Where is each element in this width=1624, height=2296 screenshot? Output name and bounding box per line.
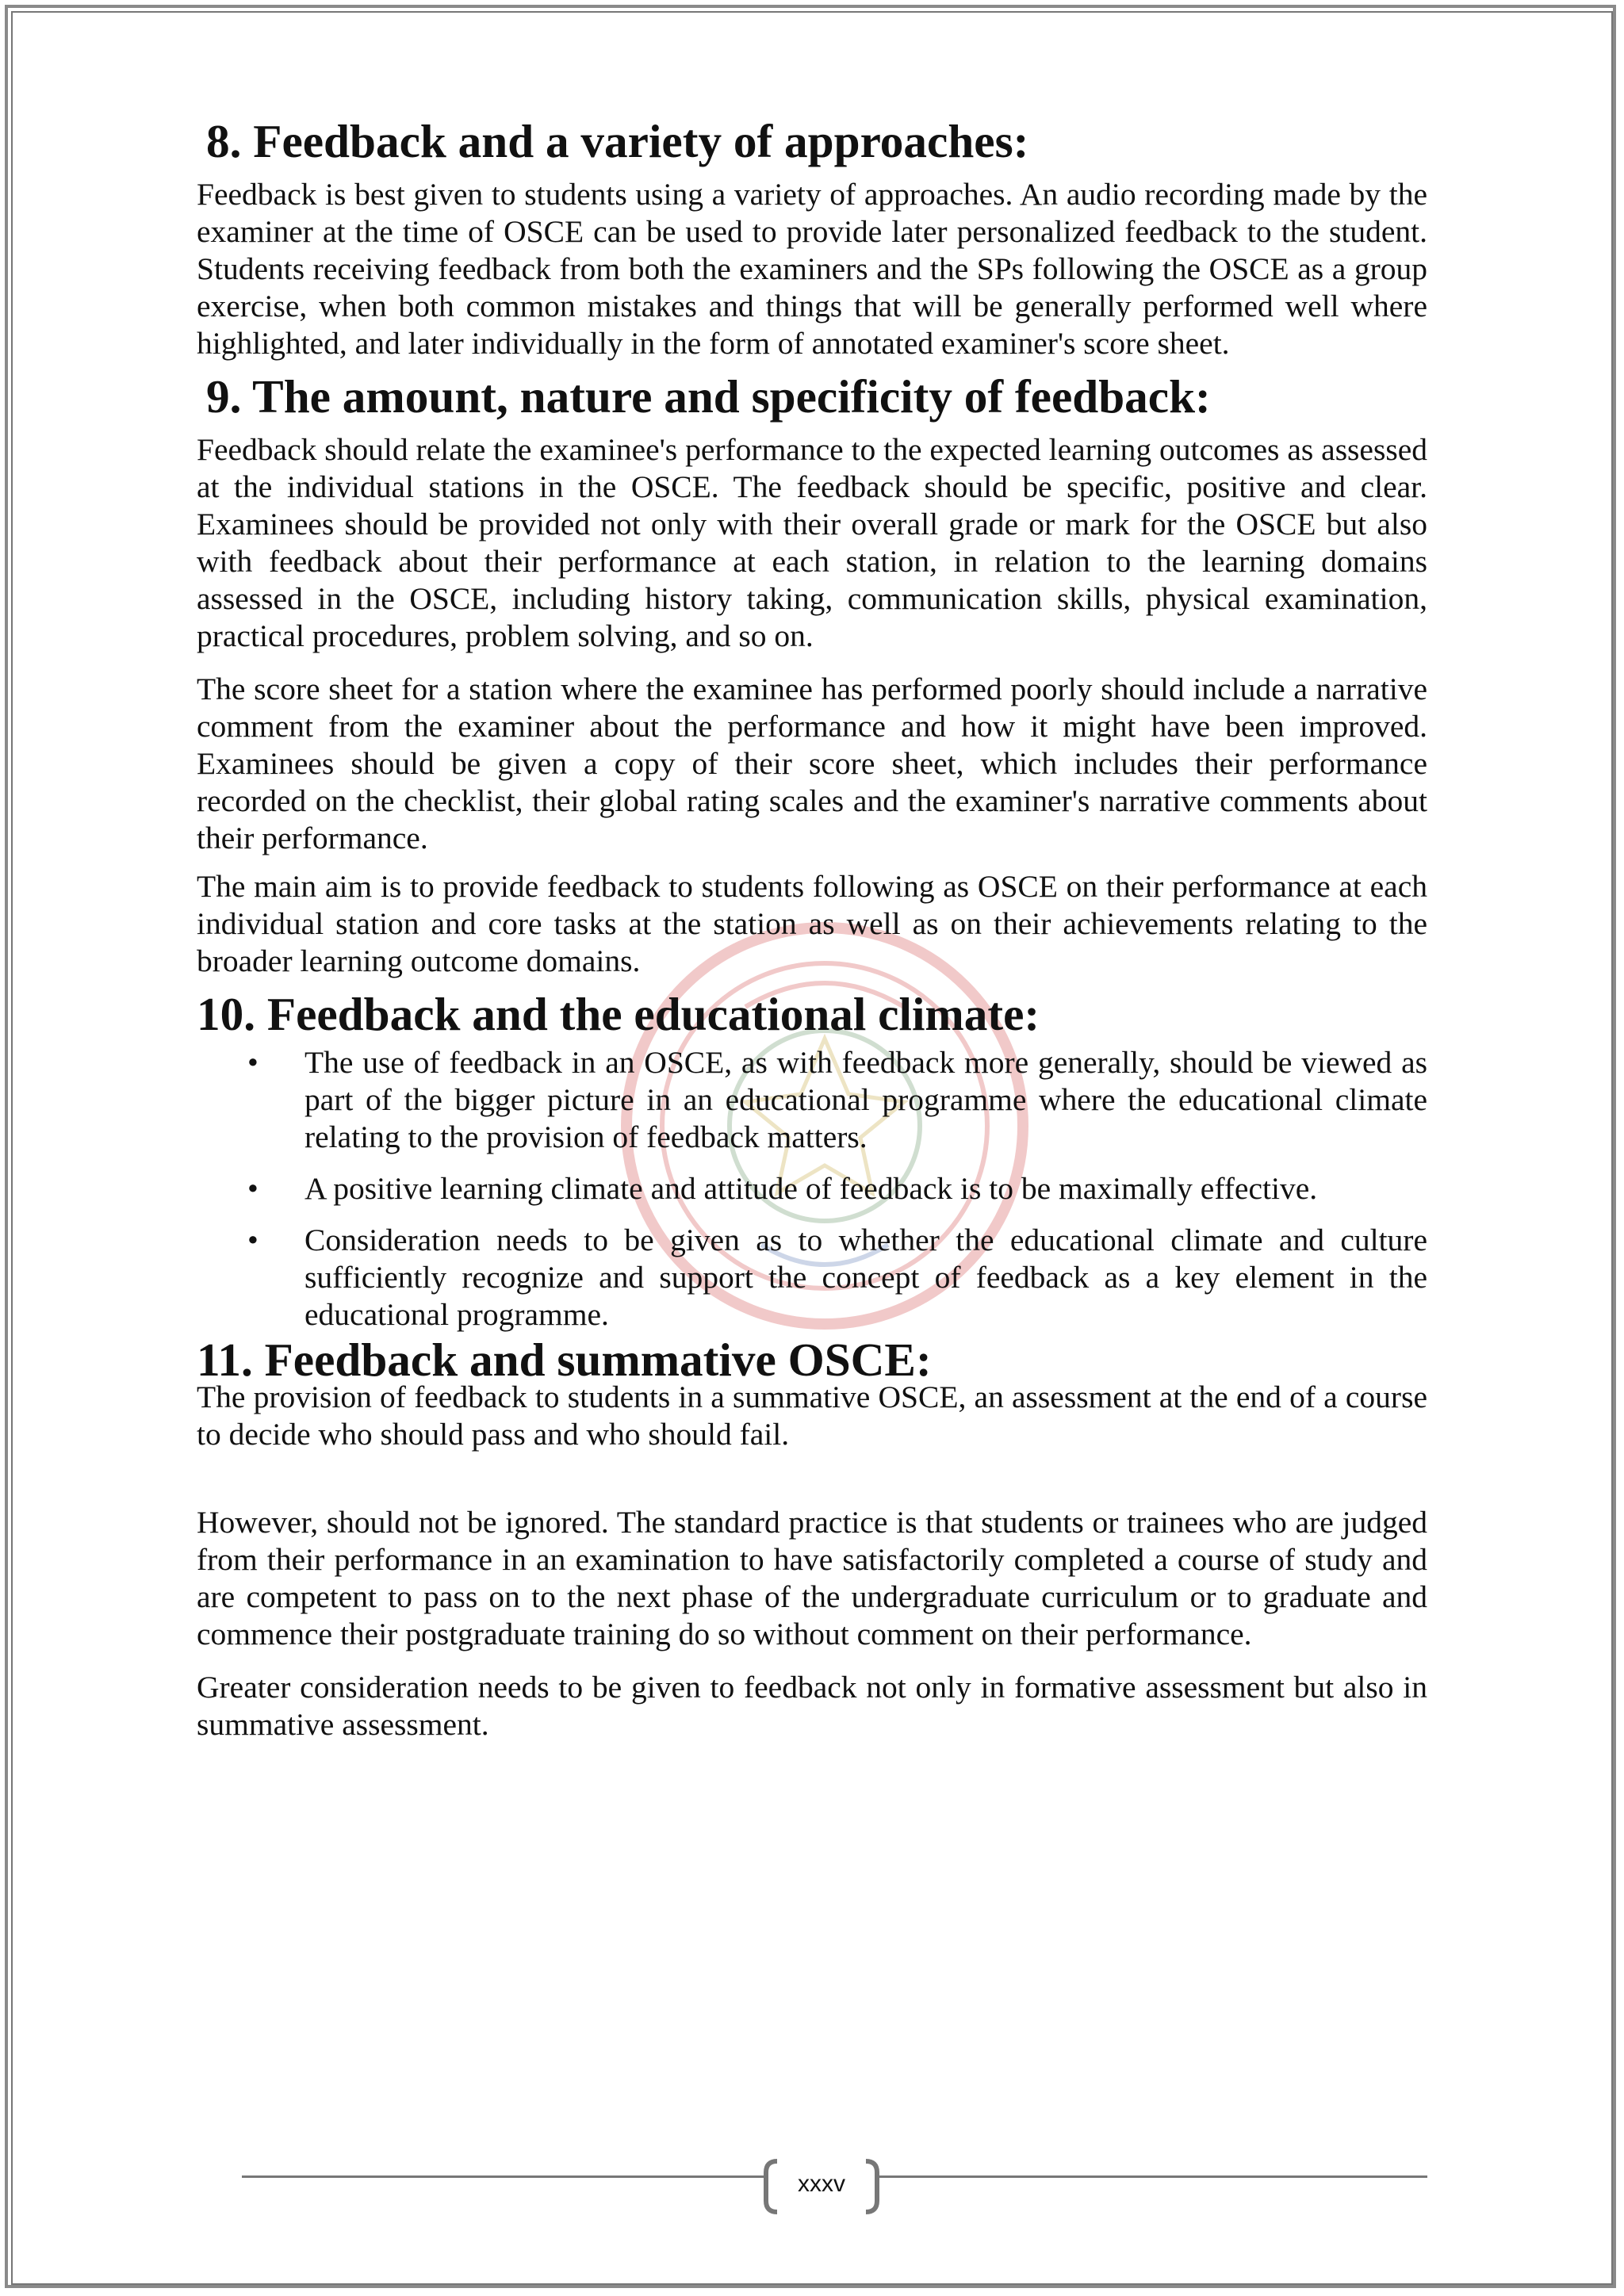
- section-10-bullet-list: [197, 1044, 1427, 1334]
- section-8-paragraph: Feedback is best given to students using a variety of approaches. An audio recording made by the examiner at the time of OSCE can be used to provide later personalized feedback to the student. Students receiving feedback from both the examiners and the SPs following the OSCE as a group exercise, when both common mistakes and things that will be generally performed well where highlighted, and later individually in the form of annotated examiner's score sheet.: [197, 177, 1427, 361]
- section-11-paragraph-1: The provision of feedback to students in a summative OSCE, an assessment at the end of a course to decide who should pass and who should fail.: [197, 1380, 1427, 1452]
- list-item-text: A positive learning climate and attitude of feedback is to be maximally effective.: [304, 1171, 1318, 1206]
- section-11-paragraph-2: However, should not be ignored. The standard practice is that students or trainees who are judged from their performance in an examination to have satisfactorily completed a course of study and are competent to pass on to the next phase of the undergraduate curriculum or to graduate and commence their postgraduate training do so without comment on their performance.: [197, 1505, 1427, 1651]
- list-item-text: Consideration needs to be given as to whether the educational climate and culture sufficiently recognize and support the concept of feedback as a key element in the educational programme.: [304, 1223, 1427, 1332]
- section-11-heading: 11. Feedback and summative OSCE:: [197, 1334, 932, 1386]
- section-11-paragraph-3: Greater consideration needs to be given to feedback not only in formative assessment but also in summative assessment.: [197, 1670, 1427, 1742]
- section-9-heading: 9. The amount, nature and specificity of feedback:: [206, 370, 1211, 423]
- section-9-paragraph-2: The score sheet for a station where the examinee has performed poorly should include a narrative comment from the examiner about the performance and how it might have been improved. Examinees should be given a copy of their score sheet, which includes their performance recorded on the checklist, their global rating scales and the examiner's narrative comments about their performance.: [197, 672, 1427, 855]
- list-item: [197, 1044, 1427, 1156]
- page-number: xxxv: [798, 2171, 845, 2197]
- section-8-heading: 8. Feedback and a variety of approaches:: [206, 115, 1029, 167]
- section-9-paragraph-1: Feedback should relate the examinee's performance to the expected learning outcomes as assessed at the individual stations in the OSCE. The feedback should be specific, positive and clear. Examinees should be provided not only with their overall grade or mark for the OSCE but also with feedback about their performance at each station, in relation to the learning domains assessed in the OSCE, including history taking, communication skills, physical examination, practical procedures, problem solving, and so on.: [197, 432, 1427, 653]
- bullet-icon: •: [247, 1223, 259, 1257]
- section-10-heading: 10. Feedback and the educational climate:: [197, 988, 1040, 1040]
- list-item: [197, 1222, 1427, 1334]
- bullet-icon: •: [247, 1045, 259, 1080]
- list-item: [197, 1170, 1427, 1207]
- page-footer: [0, 2156, 1624, 2220]
- section-9-paragraph-3: The main aim is to provide feedback to students following as OSCE on their performance at each individual station and core tasks at the station as well as on their achievements relating to the broader learning outcome domains.: [197, 869, 1427, 978]
- page-content: [197, 115, 1427, 1743]
- footer-rule-right: [876, 2175, 1427, 2178]
- list-item-text: The use of feedback in an OSCE, as with feedback more generally, should be viewed as part of the bigger picture in an educational programme where the educational climate relating to the provision of feedback matters.: [304, 1045, 1427, 1154]
- footer-rule-left: [242, 2175, 765, 2178]
- bullet-icon: •: [247, 1171, 259, 1206]
